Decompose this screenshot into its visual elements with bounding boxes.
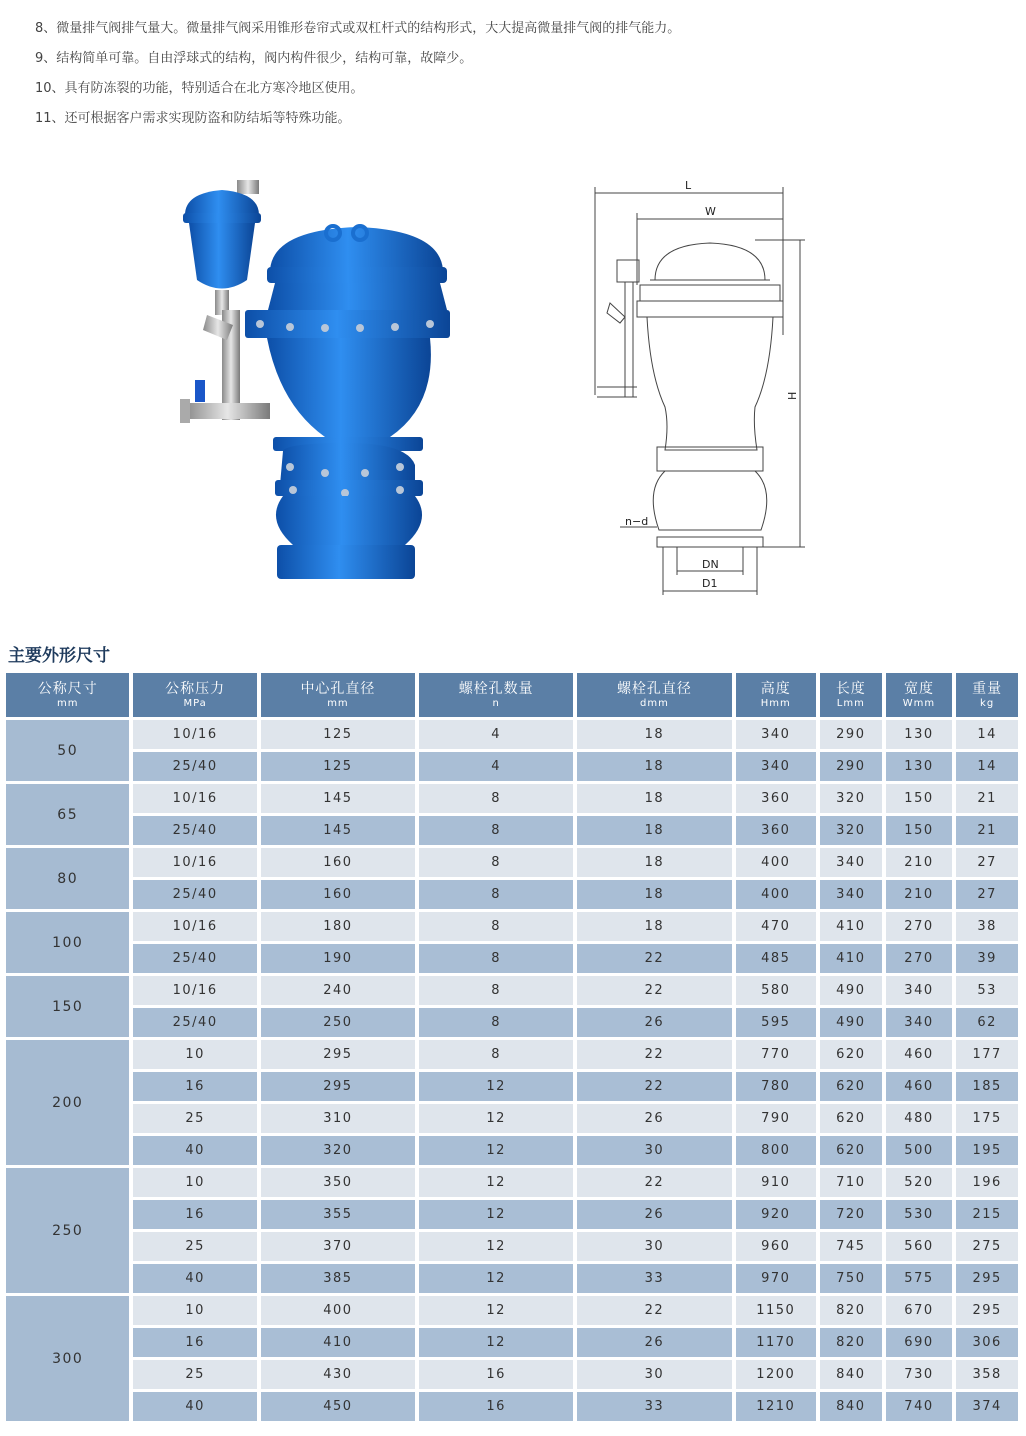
table-cell: 350: [261, 1168, 415, 1197]
table-cell: 62: [956, 1008, 1018, 1037]
table-cell: 27: [956, 880, 1018, 909]
table-cell: 195: [956, 1136, 1018, 1165]
table-cell: 770: [736, 1040, 816, 1069]
column-header: 重量 kg: [956, 673, 1018, 717]
table-cell: 18: [577, 880, 731, 909]
table-cell: 16: [419, 1392, 573, 1421]
table-cell: 39: [956, 944, 1018, 973]
table-cell: 22: [577, 976, 731, 1005]
table-cell: 295: [261, 1072, 415, 1101]
table-cell: 12: [419, 1136, 573, 1165]
table-cell: 10: [133, 1040, 256, 1069]
table-cell: 40: [133, 1264, 256, 1293]
table-cell: 180: [261, 912, 415, 941]
table-cell: 620: [820, 1072, 882, 1101]
table-cell: 290: [820, 720, 882, 749]
table-cell: 25/40: [133, 880, 256, 909]
table-cell: 340: [736, 720, 816, 749]
table-row: [6, 1008, 1018, 1037]
feature-item: 10、具有防冻裂的功能，特别适合在北方寒冷地区使用。: [35, 81, 364, 96]
table-cell: 25: [133, 1360, 256, 1389]
table-cell: 26: [577, 1328, 731, 1357]
table-cell: 196: [956, 1168, 1018, 1197]
table-cell: 400: [736, 848, 816, 877]
table-cell: 40: [133, 1136, 256, 1165]
table-cell: 25: [133, 1232, 256, 1261]
table-cell: 130: [886, 752, 953, 781]
table-cell: 25/40: [133, 944, 256, 973]
table-body: [6, 720, 1018, 1421]
table-cell: 306: [956, 1328, 1018, 1357]
dimension-table: [2, 670, 1022, 1424]
dimension-drawing: [585, 175, 810, 600]
table-cell: 470: [736, 912, 816, 941]
table-cell: 210: [886, 880, 953, 909]
table-cell: 620: [820, 1136, 882, 1165]
table-cell: 21: [956, 784, 1018, 813]
table-cell: 8: [419, 912, 573, 941]
table-row: [6, 848, 1018, 877]
table-cell: 1210: [736, 1392, 816, 1421]
column-header: 螺栓孔直径 dmm: [577, 673, 731, 717]
table-cell: 18: [577, 816, 731, 845]
table-cell: 12: [419, 1264, 573, 1293]
table-cell: 295: [956, 1264, 1018, 1293]
column-header: 宽度 Wmm: [886, 673, 953, 717]
table-cell: 8: [419, 784, 573, 813]
table-cell: 25/40: [133, 816, 256, 845]
table-row: [6, 1296, 1018, 1325]
table-row: [6, 1200, 1018, 1229]
table-row: [6, 784, 1018, 813]
table-cell: 150: [886, 784, 953, 813]
table-cell: 340: [886, 976, 953, 1005]
table-cell: 410: [820, 944, 882, 973]
table-cell: 215: [956, 1200, 1018, 1229]
table-cell: 26: [577, 1008, 731, 1037]
table-cell: 310: [261, 1104, 415, 1133]
table-cell: 460: [886, 1040, 953, 1069]
table-cell: 175: [956, 1104, 1018, 1133]
table-cell: 25: [133, 1104, 256, 1133]
table-cell: 38: [956, 912, 1018, 941]
table-cell: 730: [886, 1360, 953, 1389]
dim-label-nd: n−d: [625, 515, 649, 528]
table-cell: 250: [261, 1008, 415, 1037]
table-cell: 385: [261, 1264, 415, 1293]
table-cell: 500: [886, 1136, 953, 1165]
table-cell: 33: [577, 1264, 731, 1293]
nominal-size-cell: 300: [6, 1296, 129, 1421]
table-cell: 22: [577, 1296, 731, 1325]
table-cell: 25/40: [133, 752, 256, 781]
table-cell: 10/16: [133, 912, 256, 941]
table-row: [6, 1264, 1018, 1293]
table-cell: 130: [886, 720, 953, 749]
table-cell: 295: [261, 1040, 415, 1069]
table-cell: 580: [736, 976, 816, 1005]
table-cell: 270: [886, 912, 953, 941]
nominal-size-cell: 80: [6, 848, 129, 909]
table-cell: 18: [577, 720, 731, 749]
table-cell: 53: [956, 976, 1018, 1005]
table-cell: 25/40: [133, 1008, 256, 1037]
column-header: 公称压力 MPa: [133, 673, 256, 717]
table-cell: 16: [133, 1200, 256, 1229]
table-cell: 745: [820, 1232, 882, 1261]
table-cell: 490: [820, 1008, 882, 1037]
table-cell: 290: [820, 752, 882, 781]
table-row: [6, 880, 1018, 909]
table-cell: 160: [261, 848, 415, 877]
table-cell: 40: [133, 1392, 256, 1421]
table-cell: 340: [820, 880, 882, 909]
table-cell: 12: [419, 1072, 573, 1101]
table-cell: 22: [577, 1040, 731, 1069]
table-cell: 10: [133, 1296, 256, 1325]
feature-item: 8、微量排气阀排气量大。微量排气阀采用锥形卷帘式或双杠杆式的结构形式，大大提高微量排气阀的排气能力。: [35, 21, 681, 36]
valve-product-photo: [175, 175, 460, 595]
table-cell: 270: [886, 944, 953, 973]
table-cell: 340: [820, 848, 882, 877]
table-cell: 790: [736, 1104, 816, 1133]
table-cell: 18: [577, 912, 731, 941]
nominal-size-cell: 250: [6, 1168, 129, 1293]
table-cell: 400: [261, 1296, 415, 1325]
table-row: [6, 1104, 1018, 1133]
table-cell: 26: [577, 1200, 731, 1229]
column-header: 螺栓孔数量 n: [419, 673, 573, 717]
table-cell: 410: [820, 912, 882, 941]
table-cell: 150: [886, 816, 953, 845]
table-cell: 14: [956, 720, 1018, 749]
table-cell: 8: [419, 848, 573, 877]
table-cell: 16: [133, 1072, 256, 1101]
table-cell: 8: [419, 976, 573, 1005]
table-cell: 21: [956, 816, 1018, 845]
feature-item: 9、结构简单可靠。自由浮球式的结构，阀内构件很少，结构可靠，故障少。: [35, 51, 473, 66]
table-row: [6, 1232, 1018, 1261]
table-cell: 145: [261, 816, 415, 845]
table-cell: 10/16: [133, 784, 256, 813]
table-cell: 520: [886, 1168, 953, 1197]
table-cell: 595: [736, 1008, 816, 1037]
table-cell: 8: [419, 816, 573, 845]
table-header-row: [6, 673, 1018, 717]
table-cell: 22: [577, 1168, 731, 1197]
column-header: 中心孔直径 mm: [261, 673, 415, 717]
table-row: [6, 1168, 1018, 1197]
table-cell: 4: [419, 752, 573, 781]
table-cell: 485: [736, 944, 816, 973]
table-cell: 530: [886, 1200, 953, 1229]
table-cell: 8: [419, 944, 573, 973]
table-cell: 575: [886, 1264, 953, 1293]
table-cell: 710: [820, 1168, 882, 1197]
table-cell: 12: [419, 1296, 573, 1325]
dim-label-h: H: [786, 391, 799, 400]
dim-label-dn: DN: [702, 558, 719, 571]
table-cell: 30: [577, 1232, 731, 1261]
table-cell: 720: [820, 1200, 882, 1229]
table-cell: 185: [956, 1072, 1018, 1101]
nominal-size-cell: 100: [6, 912, 129, 973]
table-cell: 18: [577, 784, 731, 813]
table-cell: 750: [820, 1264, 882, 1293]
column-header: 高度 Hmm: [736, 673, 816, 717]
table-cell: 12: [419, 1200, 573, 1229]
table-cell: 360: [736, 784, 816, 813]
dim-label-w: W: [705, 205, 716, 218]
nominal-size-cell: 50: [6, 720, 129, 781]
table-row: [6, 752, 1018, 781]
nominal-size-cell: 65: [6, 784, 129, 845]
table-cell: 30: [577, 1360, 731, 1389]
table-cell: 22: [577, 944, 731, 973]
table-row: [6, 912, 1018, 941]
table-cell: 12: [419, 1168, 573, 1197]
table-cell: 12: [419, 1328, 573, 1357]
table-cell: 460: [886, 1072, 953, 1101]
section-title: 主要外形尺寸: [8, 646, 110, 666]
table-row: [6, 1392, 1018, 1421]
table-cell: 374: [956, 1392, 1018, 1421]
table-row: [6, 816, 1018, 845]
table-cell: 410: [261, 1328, 415, 1357]
nominal-size-cell: 150: [6, 976, 129, 1037]
table-cell: 320: [261, 1136, 415, 1165]
table-cell: 177: [956, 1040, 1018, 1069]
table-cell: 740: [886, 1392, 953, 1421]
table-cell: 560: [886, 1232, 953, 1261]
table-cell: 920: [736, 1200, 816, 1229]
feature-item: 11、还可根据客户需求实现防盗和防结垢等特殊功能。: [35, 111, 351, 126]
feature-list: [35, 14, 680, 134]
table-cell: 8: [419, 1008, 573, 1037]
table-cell: 820: [820, 1296, 882, 1325]
table-cell: 370: [261, 1232, 415, 1261]
table-cell: 840: [820, 1360, 882, 1389]
table-cell: 14: [956, 752, 1018, 781]
table-cell: 910: [736, 1168, 816, 1197]
table-row: [6, 720, 1018, 749]
table-cell: 145: [261, 784, 415, 813]
table-cell: 970: [736, 1264, 816, 1293]
table-cell: 8: [419, 1040, 573, 1069]
table-cell: 1200: [736, 1360, 816, 1389]
table-cell: 960: [736, 1232, 816, 1261]
table-cell: 295: [956, 1296, 1018, 1325]
table-cell: 620: [820, 1040, 882, 1069]
table-cell: 12: [419, 1232, 573, 1261]
table-cell: 16: [133, 1328, 256, 1357]
column-header: 长度 Lmm: [820, 673, 882, 717]
table-cell: 10/16: [133, 720, 256, 749]
table-cell: 320: [820, 784, 882, 813]
table-cell: 8: [419, 880, 573, 909]
table-cell: 490: [820, 976, 882, 1005]
table-cell: 430: [261, 1360, 415, 1389]
table-row: [6, 1136, 1018, 1165]
table-cell: 4: [419, 720, 573, 749]
table-cell: 160: [261, 880, 415, 909]
table-row: [6, 1072, 1018, 1101]
table-cell: 820: [820, 1328, 882, 1357]
table-cell: 12: [419, 1104, 573, 1133]
table-cell: 27: [956, 848, 1018, 877]
table-cell: 125: [261, 752, 415, 781]
table-cell: 18: [577, 848, 731, 877]
table-cell: 780: [736, 1072, 816, 1101]
table-cell: 690: [886, 1328, 953, 1357]
dim-label-l: L: [685, 179, 692, 192]
table-cell: 670: [886, 1296, 953, 1325]
table-cell: 240: [261, 976, 415, 1005]
table-cell: 10: [133, 1168, 256, 1197]
table-cell: 840: [820, 1392, 882, 1421]
table-cell: 340: [886, 1008, 953, 1037]
dim-label-d1: D1: [702, 577, 718, 590]
table-cell: 190: [261, 944, 415, 973]
table-cell: 340: [736, 752, 816, 781]
column-header: 公称尺寸 mm: [6, 673, 129, 717]
table-cell: 358: [956, 1360, 1018, 1389]
table-row: [6, 1328, 1018, 1357]
table-cell: 480: [886, 1104, 953, 1133]
table-cell: 800: [736, 1136, 816, 1165]
table-cell: 26: [577, 1104, 731, 1133]
table-cell: 18: [577, 752, 731, 781]
table-cell: 16: [419, 1360, 573, 1389]
table-cell: 620: [820, 1104, 882, 1133]
table-cell: 1150: [736, 1296, 816, 1325]
table-cell: 33: [577, 1392, 731, 1421]
table-cell: 125: [261, 720, 415, 749]
table-cell: 320: [820, 816, 882, 845]
table-row: [6, 1360, 1018, 1389]
table-row: [6, 976, 1018, 1005]
table-cell: 10/16: [133, 848, 256, 877]
nominal-size-cell: 200: [6, 1040, 129, 1165]
table-cell: 355: [261, 1200, 415, 1229]
table-cell: 210: [886, 848, 953, 877]
table-cell: 22: [577, 1072, 731, 1101]
table-cell: 450: [261, 1392, 415, 1421]
table-cell: 400: [736, 880, 816, 909]
table-cell: 10/16: [133, 976, 256, 1005]
table-cell: 30: [577, 1136, 731, 1165]
table-row: [6, 1040, 1018, 1069]
table-cell: 360: [736, 816, 816, 845]
table-cell: 275: [956, 1232, 1018, 1261]
table-cell: 1170: [736, 1328, 816, 1357]
table-row: [6, 944, 1018, 973]
